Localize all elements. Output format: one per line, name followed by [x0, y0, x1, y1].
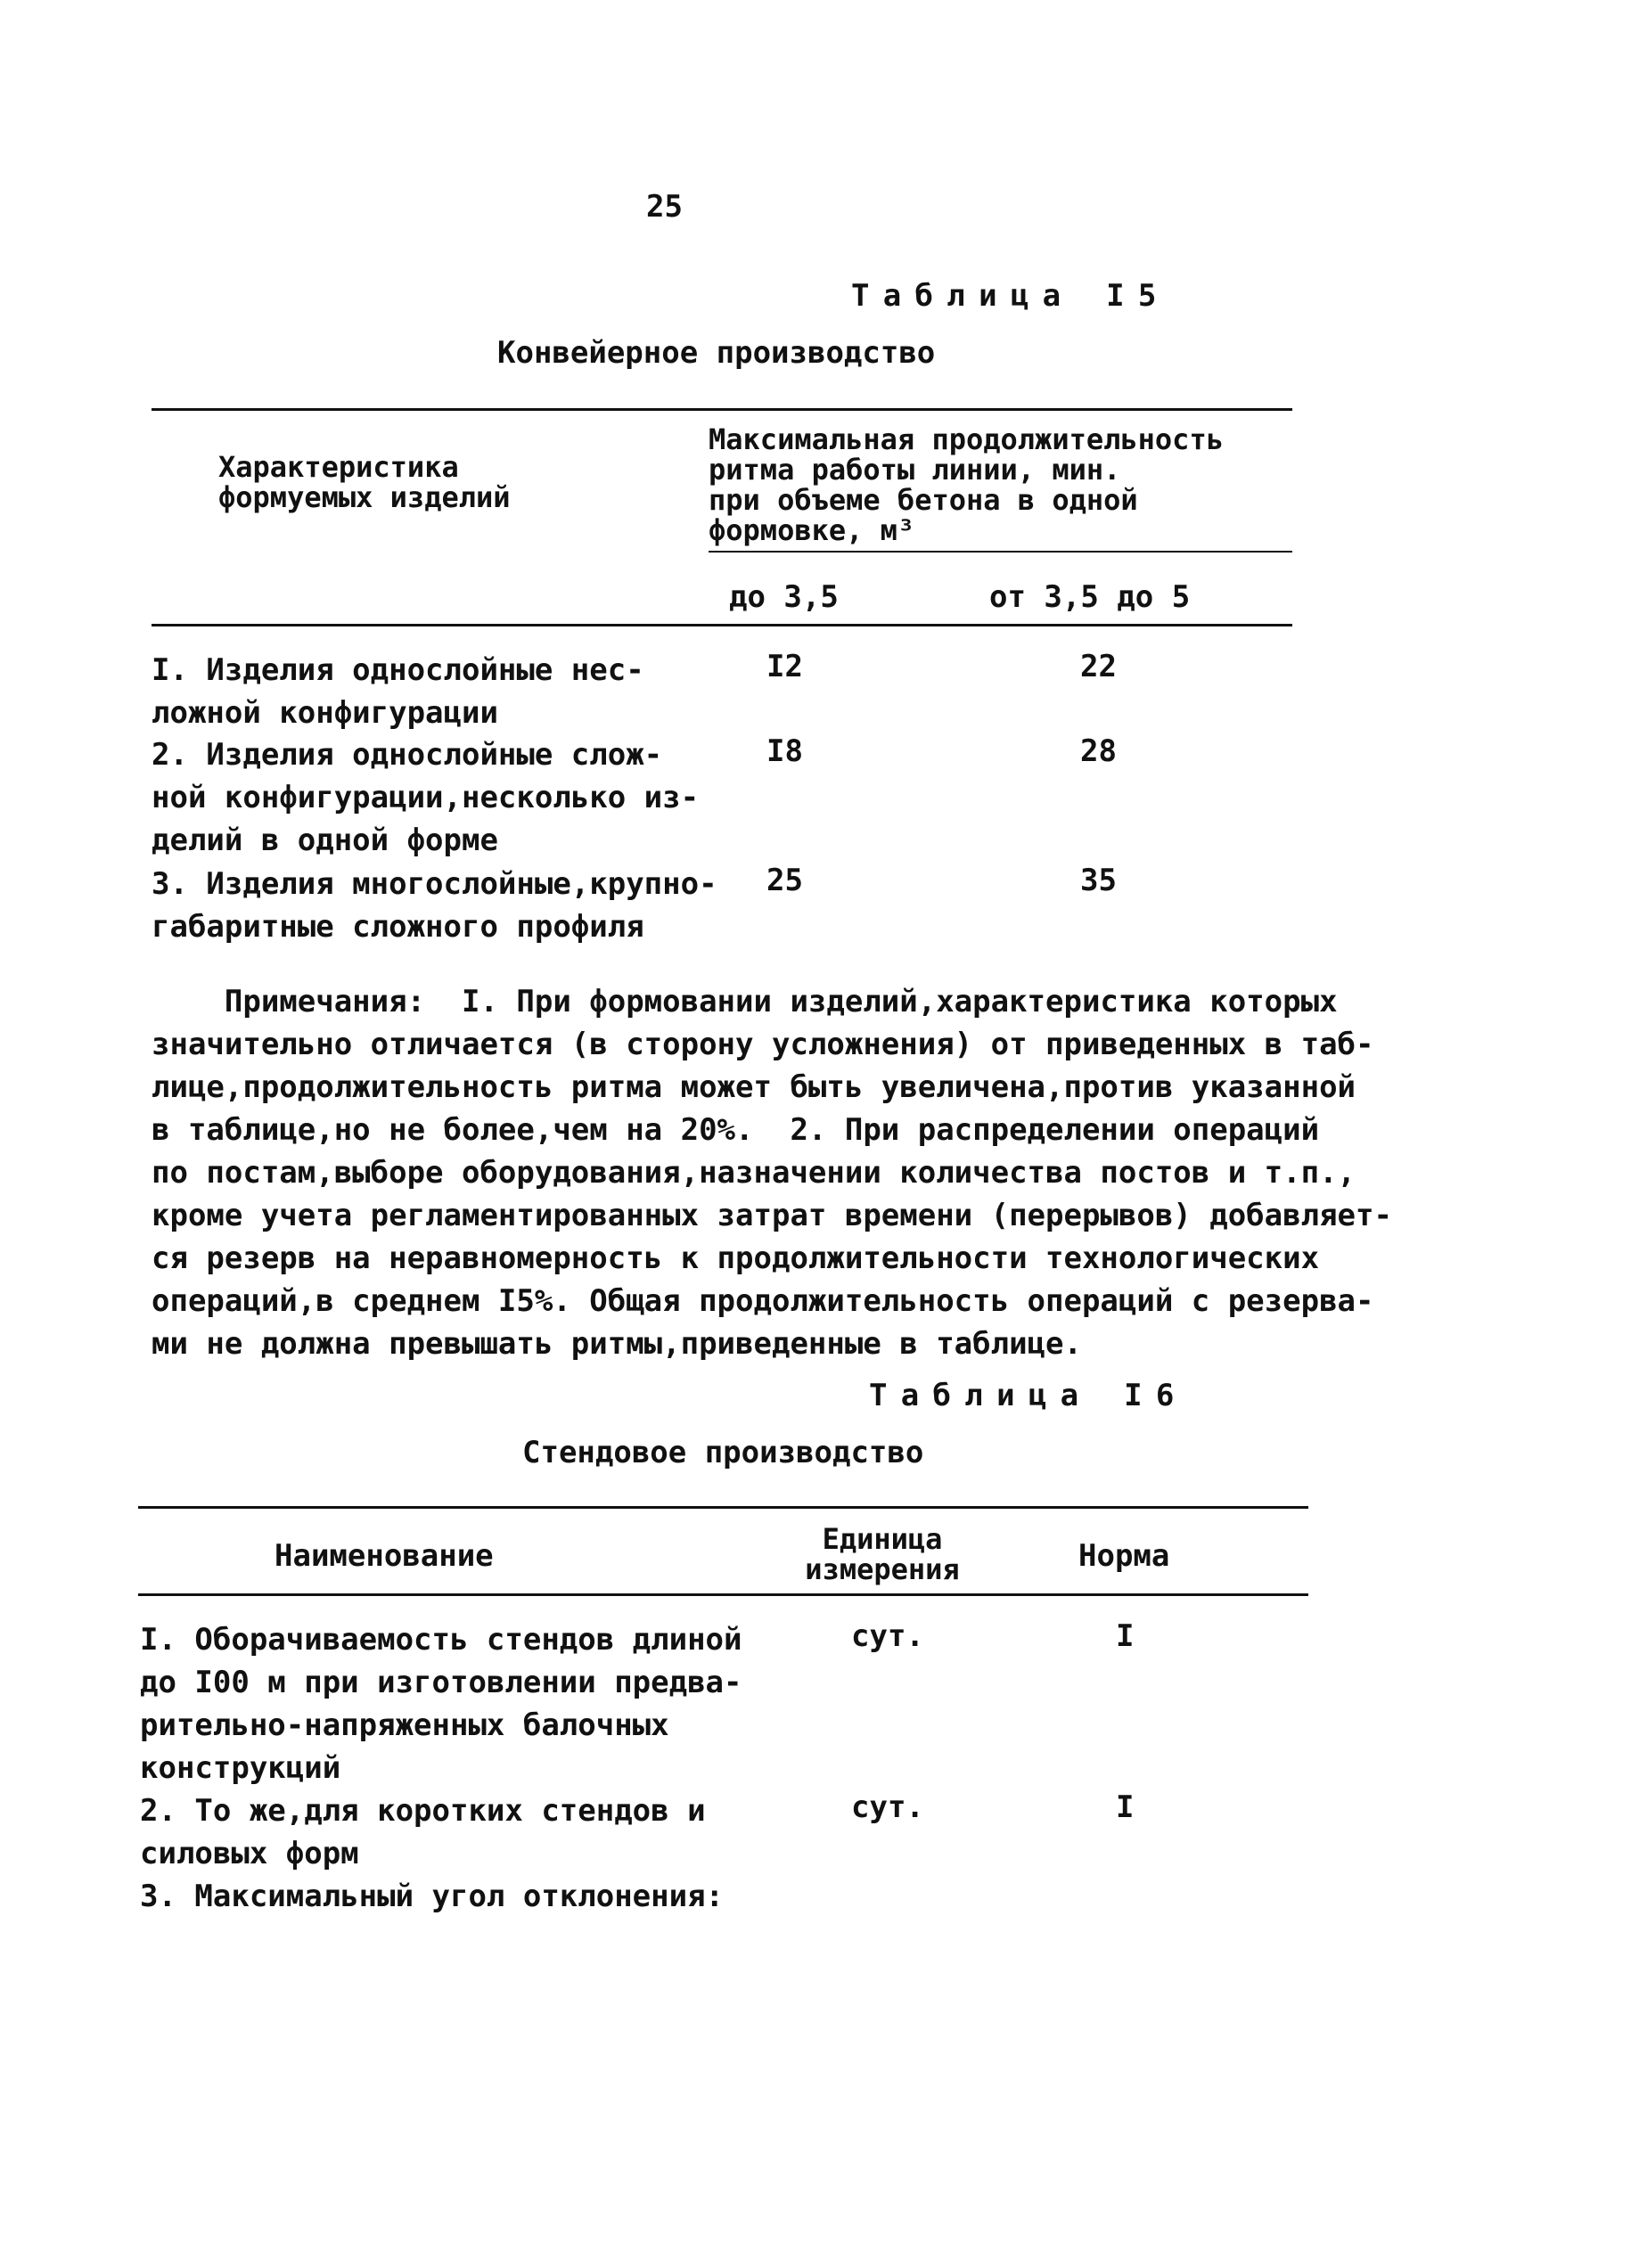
- table16-row2-unit: сут.: [851, 1789, 924, 1825]
- table16-header-unit: Единица измерения: [805, 1522, 960, 1586]
- table15-subheader-range: от 3,5 до 5: [989, 579, 1191, 615]
- page-number: 25: [646, 189, 683, 225]
- table16-title: Стендовое производство: [522, 1435, 924, 1470]
- table15-row2-name: 2. Изделия однослойные слож- ной конфигурации,несколько из- делий в одной форме: [152, 737, 700, 858]
- table15-header-subrule: [709, 551, 1292, 553]
- table16-row1-unit: сут.: [851, 1618, 924, 1654]
- table16-row3-name: 3. Максимальный угол отклонения:: [140, 1879, 725, 1914]
- table15-row1-upto: I2: [766, 649, 803, 684]
- table15-title: Конвейерное производство: [497, 335, 936, 371]
- table16-row1-norm: I: [1116, 1618, 1135, 1654]
- table16-label: Таблица I6: [869, 1378, 1188, 1413]
- table15-row3-range: 35: [1080, 863, 1117, 898]
- table15-header-bottom-rule: [152, 624, 1292, 626]
- notes-paragraph: Примечания: I. При формовании изделий,характеристика которых значительно отличается (в сторону усложнения) от приведенных в таб- лице,продолжительность ритма может быть увеличена,против указанной в таблице,но не более,чем на 20%. 2. При распределении операций по постам,выборе оборудования,назначении количества постов и т.п., кроме учета регламентированных затрат времени (перерывов) добавляет- ся резерв на неравномерность к продолжительности технологических операций,в среднем I5%. Общая продолжительность операций с резерва- ми не должна превышать ритмы,приведенные в таблице.: [152, 984, 1392, 1362]
- table16-row2-norm: I: [1116, 1789, 1135, 1825]
- table15-row1-name: I. Изделия однослойные нес- ложной конфигурации: [152, 652, 644, 731]
- table16-header-name: Наименование: [275, 1538, 494, 1574]
- table15-header-characteristic: Характеристика формуемых изделий: [218, 450, 511, 514]
- table15-row2-upto: I8: [766, 733, 803, 769]
- table15-subheader-upto: до 3,5: [729, 579, 839, 615]
- table15-top-rule: [152, 408, 1292, 411]
- table15-header-duration: Максимальная продолжительность ритма работы линии, мин. при объеме бетона в одной формовке, м³: [709, 422, 1224, 547]
- table15-row1-range: 22: [1080, 649, 1117, 684]
- table16-header-bottom-rule: [138, 1593, 1308, 1596]
- table16-row1-name: I. Оборачиваемость стендов длиной до I00 м при изготовлении предва- рительно-напряженных балочных конструкций: [140, 1622, 742, 1786]
- table15-label: Таблица I5: [851, 278, 1170, 314]
- table15-row3-name: 3. Изделия многослойные,крупно- габаритные сложного профиля: [152, 866, 717, 945]
- table15-row2-range: 28: [1080, 733, 1117, 769]
- table15-row3-upto: 25: [766, 863, 803, 898]
- table16-top-rule: [138, 1506, 1308, 1509]
- table16-header-norm: Норма: [1078, 1538, 1170, 1574]
- table16-row2-name: 2. То же,для коротких стендов и силовых форм: [140, 1793, 706, 1871]
